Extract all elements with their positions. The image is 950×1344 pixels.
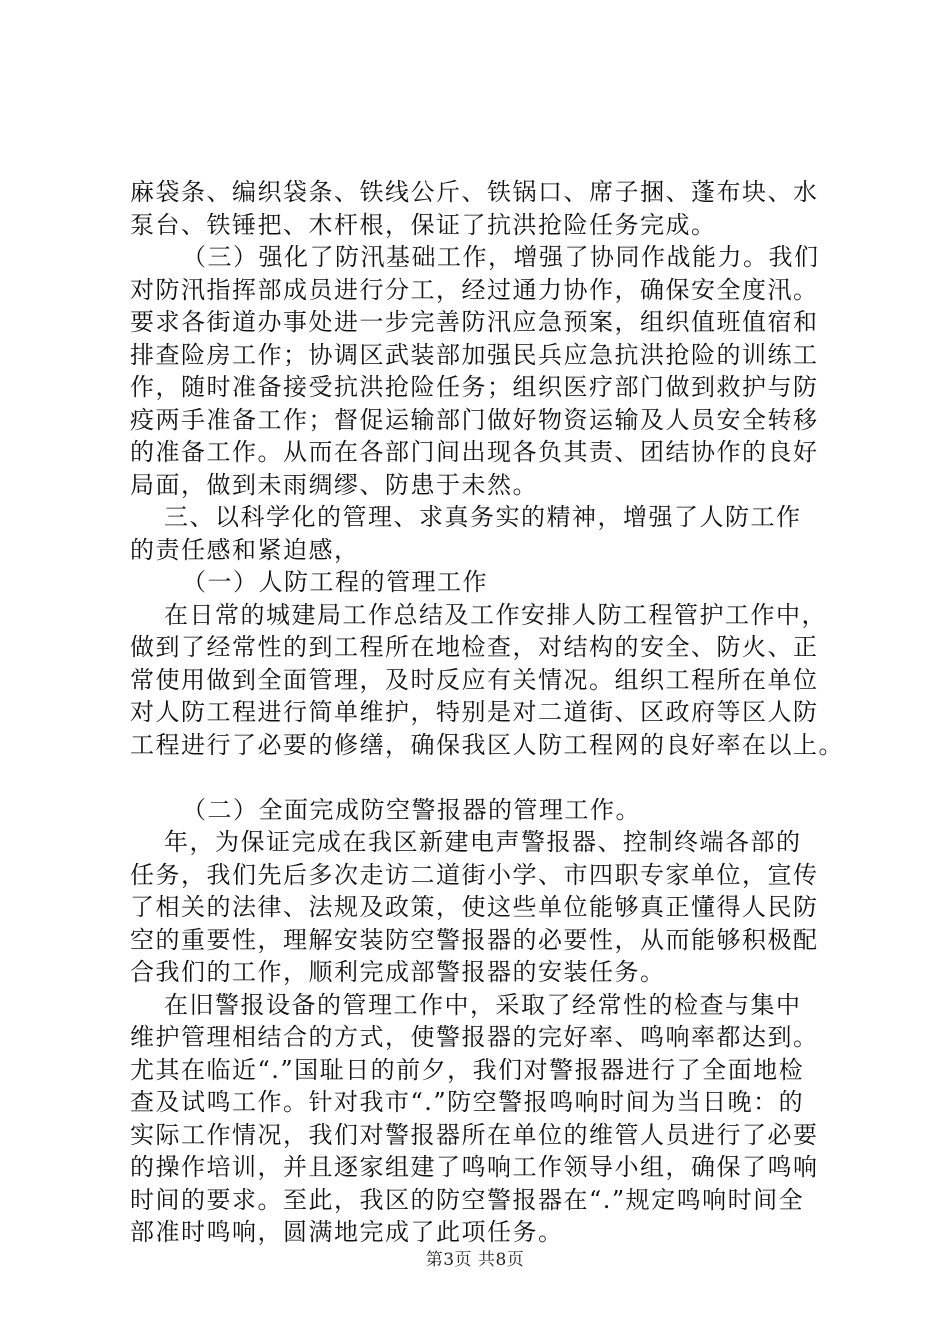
page-footer: 第3页 共8页 (425, 1250, 525, 1270)
text-line: 年，为保证完成在我区新建电声警报器、控制终端各部的 (164, 828, 802, 856)
section-heading: 三、以科学化的管理、求真务实的精神，增强了人防工作 (164, 503, 802, 531)
text-line: 在旧警报设备的管理工作中，采取了经常性的检查与集中 (164, 990, 802, 1019)
text-line: 对防汛指挥部成员进行分工，经过通力协作，确保安全度汛。 (130, 275, 819, 304)
text-line: 任务，我们先后多次走访二道街小学、市四职专家单位，宣传 (130, 860, 819, 889)
text-line: 工程进行了必要的修缮，确保我区人防工程网的良好率在以上。 (130, 730, 844, 759)
text-line: 排查险房工作；协调区武装部加强民兵应急抗洪抢险的训练工 (130, 340, 819, 369)
blank-line (130, 761, 830, 794)
text-line: 空的重要性，理解安装防空警报器的必要性，从而能够积极配 (130, 925, 819, 954)
text-line: 常使用做到全面管理，及时反应有关情况。组织工程所在单位 (130, 665, 819, 694)
text-line: 合我们的工作，顺利完成部警报器的安装任务。 (130, 958, 666, 986)
text-line: 做到了经常性的到工程所在地检查，对结构的安全、防火、正 (130, 633, 819, 661)
text-line: 实际工作情况，我们对警报器所在单位的维管人员进行了必要 (130, 1120, 819, 1149)
text-line: 时间的要求。至此，我区的防空警报器在“.”规定鸣响时间全 (130, 1185, 805, 1214)
text-line: 部准时鸣响，圆满地完成了此项任务。 (130, 1218, 564, 1246)
paragraph-heading: （三）强化了防汛基础工作，增强了协同作战能力。我们 (182, 243, 820, 271)
body-text (130, 176, 844, 1249)
text-line: 的责任感和紧迫感， (130, 535, 360, 564)
text-line: 了相关的法律、法规及政策，使这些单位能够真正懂得人民防 (130, 893, 819, 921)
text-line: 作，随时准备接受抗洪抢险任务；组织医疗部门做到救护与防 (130, 373, 819, 401)
text-line: 要求各街道办事处进一步完善防汛应急预案，组织值班值宿和 (130, 308, 819, 336)
subsection-heading: （二）全面完成防空警报器的管理工作。 (182, 795, 641, 824)
text-line: 局面，做到未雨绸缪、防患于未然。 (130, 470, 538, 499)
text-line: 的准备工作。从而在各部门间出现各负其责、团结协作的良好 (130, 438, 819, 466)
subsection-heading: （一）人防工程的管理工作 (182, 568, 488, 596)
text-line: 维护管理相结合的方式，使警报器的完好率、鸣响率都达到。 (130, 1023, 819, 1051)
text-line: 尤其在临近“.”国耻日的前夕，我们对警报器进行了全面地检 (130, 1055, 805, 1084)
text-line: 疫两手准备工作；督促运输部门做好物资运输及人员安全转移 (130, 405, 819, 434)
text-line: 在日常的城建局工作总结及工作安排人防工程管护工作中， (164, 600, 827, 629)
text-line: 对人防工程进行简单维护，特别是对二道街、区政府等区人防 (130, 698, 819, 726)
text-line: 泵台、铁锤把、木杆根，保证了抗洪抢险任务完成。 (130, 210, 717, 239)
text-line: 麻袋条、编织袋条、铁线公斤、铁锅口、席子捆、蓬布块、水 (130, 178, 819, 206)
text-line: 的操作培训，并且逐家组建了鸣响工作领导小组，确保了鸣响 (130, 1153, 819, 1181)
text-line: 查及试鸣工作。针对我市“.”防空警报鸣响时间为当日晚：的 (130, 1088, 805, 1116)
